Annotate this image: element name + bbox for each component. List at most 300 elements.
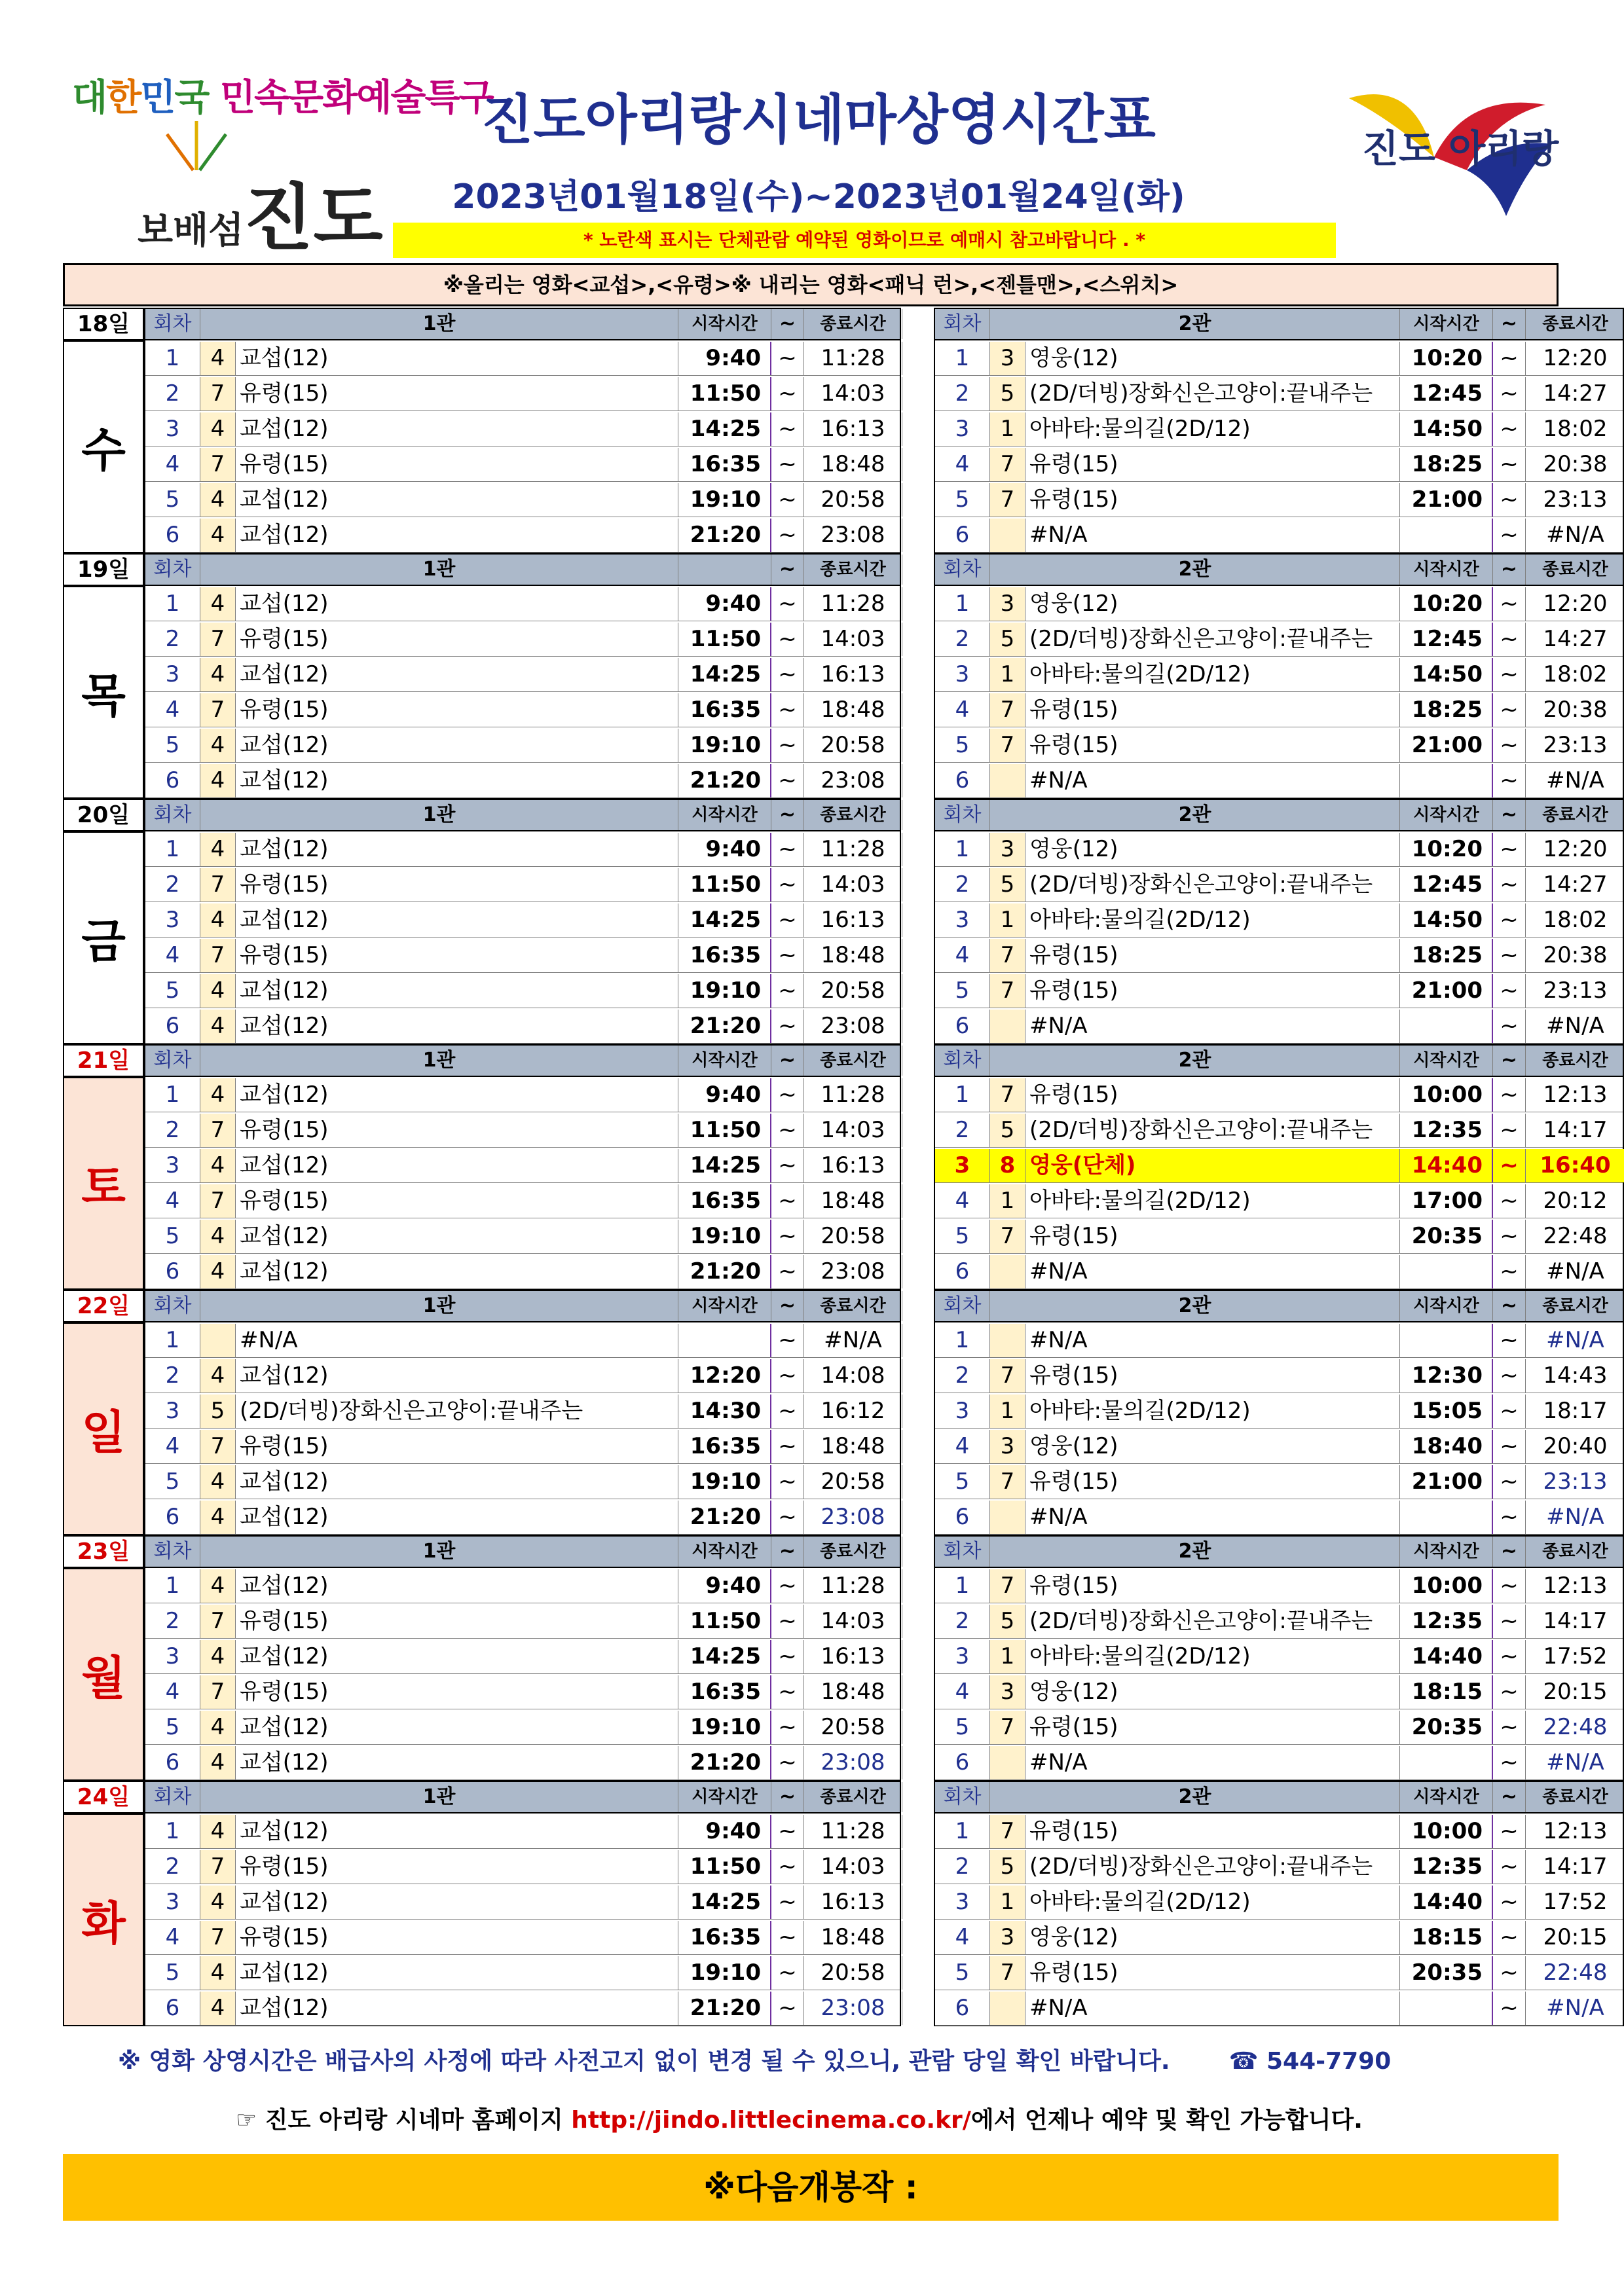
movie-title: 아바타:물의길(2D/12) xyxy=(1025,1640,1400,1673)
schedule-row xyxy=(145,1746,900,1780)
tilde: ~ xyxy=(771,1359,804,1393)
round-number: 3 xyxy=(145,903,200,937)
round-number: 6 xyxy=(145,1255,200,1288)
hall1-grid xyxy=(144,830,901,1044)
tilde: ~ xyxy=(771,412,804,446)
start-time xyxy=(1400,1992,1493,2025)
schedule-row xyxy=(145,868,900,902)
start-time: 18:25 xyxy=(1400,448,1493,481)
end-time: #N/A xyxy=(1526,1501,1624,1534)
tilde: ~ xyxy=(1493,1465,1526,1499)
screen-grade: 7 xyxy=(200,448,236,481)
end-time: 14:17 xyxy=(1526,1850,1624,1884)
movie-title: 유령(15) xyxy=(1025,693,1400,727)
screen-grade: 4 xyxy=(200,1078,236,1112)
movie-title: #N/A xyxy=(1025,1746,1400,1779)
next-release-bar: ※다음개봉작 : xyxy=(63,2154,1559,2221)
start-time xyxy=(1400,1255,1493,1288)
round-number: 2 xyxy=(935,1605,990,1638)
screen-grade: 7 xyxy=(990,1078,1025,1112)
tilde: ~ xyxy=(771,1324,804,1357)
schedule-row xyxy=(935,1605,1623,1639)
movie-title: 유령(15) xyxy=(236,1114,678,1147)
end-time-header: 종료시간 xyxy=(804,309,902,339)
start-time: 21:20 xyxy=(678,1746,771,1779)
round-number: 4 xyxy=(145,939,200,972)
hall1-title-header: 1관 xyxy=(200,309,678,339)
hall1-header xyxy=(144,1535,901,1568)
change-note-text: ※ 영화 상영시간은 배급사의 사정에 따라 사전고지 없이 변경 될 수 있으니, 관람 당일 확인 바랍니다. xyxy=(118,2048,1170,2075)
schedule-row xyxy=(935,1501,1623,1535)
start-time: 19:10 xyxy=(678,1465,771,1499)
movie-title: (2D/더빙)장화신은고양이:끝내주는 xyxy=(236,1394,678,1428)
screen-grade: 7 xyxy=(200,1430,236,1463)
district-name: 보배섬진도 xyxy=(138,175,383,260)
round-number: 3 xyxy=(145,1640,200,1673)
start-time: 12:45 xyxy=(1400,377,1493,410)
movie-title: #N/A xyxy=(236,1324,678,1357)
schedule-row xyxy=(145,1675,900,1709)
hall2-header xyxy=(934,1535,1624,1568)
start-time: 9:40 xyxy=(678,1078,771,1112)
movie-title: #N/A xyxy=(1025,1992,1400,2025)
screen-grade: 4 xyxy=(200,833,236,866)
schedule-row xyxy=(935,1324,1623,1358)
round-header: 회차 xyxy=(935,800,990,830)
end-time: 20:15 xyxy=(1526,1675,1624,1709)
screen-grade xyxy=(990,1992,1025,2025)
homepage-link[interactable]: http://jindo.littlecinema.co.kr/ xyxy=(571,2107,971,2134)
round-number: 4 xyxy=(145,1675,200,1709)
movie-title: 교섭(12) xyxy=(236,833,678,866)
screen-grade: 7 xyxy=(200,1850,236,1884)
hall2-title-header: 2관 xyxy=(990,1291,1400,1321)
start-time: 16:35 xyxy=(678,693,771,727)
end-time: 20:15 xyxy=(1526,1921,1624,1954)
start-time-header: 시작시간 xyxy=(678,800,771,830)
round-number: 1 xyxy=(935,587,990,621)
round-number: 2 xyxy=(145,1605,200,1638)
screen-grade: 7 xyxy=(200,1114,236,1147)
screen-grade: 3 xyxy=(990,1675,1025,1709)
screen-grade: 4 xyxy=(200,1149,236,1182)
end-time: 17:52 xyxy=(1526,1640,1624,1673)
schedule-row xyxy=(935,587,1623,621)
round-header: 회차 xyxy=(935,1782,990,1812)
movie-title: 영웅(12) xyxy=(1025,587,1400,621)
screen-grade: 4 xyxy=(200,1501,236,1534)
round-number: 3 xyxy=(935,903,990,937)
screen-grade: 7 xyxy=(200,1675,236,1709)
start-time: 11:50 xyxy=(678,623,771,656)
end-time-header: 종료시간 xyxy=(804,1046,902,1076)
end-time-header: 종료시간 xyxy=(804,1782,902,1812)
end-time: 18:48 xyxy=(804,1184,902,1218)
round-number: 3 xyxy=(145,1149,200,1182)
movie-title: 유령(15) xyxy=(1025,1465,1400,1499)
hall2-title-header: 2관 xyxy=(990,1537,1400,1567)
schedule-row xyxy=(935,623,1623,657)
end-time: 20:58 xyxy=(804,1220,902,1253)
screen-grade: 5 xyxy=(990,868,1025,902)
end-time-header: 종료시간 xyxy=(804,800,902,830)
schedule-row xyxy=(145,729,900,763)
start-time-header: 시작시간 xyxy=(1400,1046,1493,1076)
screen-grade: 7 xyxy=(990,729,1025,762)
end-time: 16:13 xyxy=(804,1886,902,1919)
movie-title: 교섭(12) xyxy=(236,1956,678,1990)
hall2-grid xyxy=(934,1567,1624,1781)
hall2-header xyxy=(934,553,1624,586)
schedule-row xyxy=(145,1149,900,1183)
movie-title: 교섭(12) xyxy=(236,1010,678,1043)
round-number: 2 xyxy=(145,1114,200,1147)
start-time: 14:25 xyxy=(678,1886,771,1919)
round-number: 3 xyxy=(145,412,200,446)
end-time: 20:58 xyxy=(804,974,902,1008)
tilde-header: ~ xyxy=(1493,800,1526,830)
end-time: 14:03 xyxy=(804,623,902,656)
tilde-header: ~ xyxy=(771,555,804,585)
start-time-header: 시작시간 xyxy=(1400,555,1493,585)
movie-title: 유령(15) xyxy=(1025,1359,1400,1393)
end-time: 22:48 xyxy=(1526,1220,1624,1253)
round-number: 5 xyxy=(145,1956,200,1990)
tilde: ~ xyxy=(771,342,804,375)
end-time: #N/A xyxy=(1526,1746,1624,1779)
screen-grade: 1 xyxy=(990,1886,1025,1919)
tilde: ~ xyxy=(771,1114,804,1147)
end-time: 23:08 xyxy=(804,1746,902,1779)
movie-title: 유령(15) xyxy=(1025,974,1400,1008)
movie-title: 교섭(12) xyxy=(236,1640,678,1673)
tilde: ~ xyxy=(771,1815,804,1848)
round-number: 6 xyxy=(145,1501,200,1534)
tilde: ~ xyxy=(1493,1501,1526,1534)
movie-title: #N/A xyxy=(1025,1010,1400,1043)
screen-grade xyxy=(990,1746,1025,1779)
screen-grade: 7 xyxy=(200,1921,236,1954)
start-time xyxy=(1400,1746,1493,1779)
end-time: 11:28 xyxy=(804,1078,902,1112)
day-date: 22일 xyxy=(63,1290,144,1322)
screen-grade xyxy=(990,764,1025,797)
screen-grade: 4 xyxy=(200,1220,236,1253)
screen-grade: 4 xyxy=(200,764,236,797)
tilde: ~ xyxy=(771,1430,804,1463)
round-number: 6 xyxy=(935,764,990,797)
tilde: ~ xyxy=(1493,1569,1526,1603)
start-time-header: 시작시간 xyxy=(1400,1782,1493,1812)
round-header: 회차 xyxy=(935,1537,990,1567)
tilde: ~ xyxy=(1493,1255,1526,1288)
end-time: 11:28 xyxy=(804,342,902,375)
screen-grade: 3 xyxy=(990,1430,1025,1463)
schedule-row xyxy=(145,1220,900,1254)
movie-title: 교섭(12) xyxy=(236,903,678,937)
screen-grade: 4 xyxy=(200,1886,236,1919)
hall1-grid xyxy=(144,1321,901,1535)
tilde: ~ xyxy=(771,1569,804,1603)
tilde: ~ xyxy=(1493,448,1526,481)
start-time: 18:25 xyxy=(1400,693,1493,727)
end-time: 18:48 xyxy=(804,693,902,727)
schedule-row xyxy=(935,1711,1623,1745)
tilde: ~ xyxy=(771,483,804,517)
tilde: ~ xyxy=(771,868,804,902)
screen-grade: 5 xyxy=(990,377,1025,410)
movie-title: 유령(15) xyxy=(1025,1569,1400,1603)
end-time-header: 종료시간 xyxy=(804,1291,902,1321)
hall1-title-header: 1관 xyxy=(200,555,678,585)
movie-title: 유령(15) xyxy=(236,1605,678,1638)
movie-title: 영웅(12) xyxy=(1025,1921,1400,1954)
round-number: 6 xyxy=(935,1255,990,1288)
movie-title: (2D/더빙)장화신은고양이:끝내주는 xyxy=(1025,868,1400,902)
hall2-title-header: 2관 xyxy=(990,800,1400,830)
screen-grade: 4 xyxy=(200,1359,236,1393)
round-number: 2 xyxy=(145,377,200,410)
round-number: 4 xyxy=(935,693,990,727)
hall1-grid xyxy=(144,1812,901,2026)
start-time: 14:25 xyxy=(678,903,771,937)
round-number: 4 xyxy=(935,1921,990,1954)
schedule-row xyxy=(935,1746,1623,1780)
round-number: 6 xyxy=(935,1010,990,1043)
round-number: 6 xyxy=(145,1010,200,1043)
tilde: ~ xyxy=(1493,1850,1526,1884)
tilde: ~ xyxy=(1493,939,1526,972)
schedule-row xyxy=(145,764,900,798)
movie-title: 유령(15) xyxy=(1025,483,1400,517)
day-block xyxy=(63,1044,1611,1290)
start-time: 9:40 xyxy=(678,587,771,621)
start-time-header: 시작시간 xyxy=(678,1537,771,1567)
movie-title: 교섭(12) xyxy=(236,1992,678,2025)
movie-title: 유령(15) xyxy=(1025,1220,1400,1253)
start-time: 9:40 xyxy=(678,342,771,375)
screen-grade: 7 xyxy=(990,1956,1025,1990)
end-time: #N/A xyxy=(804,1324,902,1357)
tilde: ~ xyxy=(771,1220,804,1253)
tilde: ~ xyxy=(771,1184,804,1218)
start-time: 10:20 xyxy=(1400,833,1493,866)
schedule-row xyxy=(145,1394,900,1429)
schedule-row xyxy=(145,377,900,411)
end-time: 20:38 xyxy=(1526,448,1624,481)
tilde: ~ xyxy=(771,1640,804,1673)
round-number: 1 xyxy=(145,1078,200,1112)
start-time-header: 시작시간 xyxy=(1400,800,1493,830)
movie-title: 교섭(12) xyxy=(236,342,678,375)
round-number: 4 xyxy=(145,1430,200,1463)
round-number: 1 xyxy=(935,1815,990,1848)
end-time: 23:08 xyxy=(804,1010,902,1043)
day-date: 23일 xyxy=(63,1535,144,1568)
start-time: 21:20 xyxy=(678,1255,771,1288)
start-time: 14:50 xyxy=(1400,412,1493,446)
screen-grade: 4 xyxy=(200,658,236,691)
tilde: ~ xyxy=(771,1746,804,1779)
start-time: 12:45 xyxy=(1400,623,1493,656)
start-time: 21:00 xyxy=(1400,974,1493,1008)
start-time: 16:35 xyxy=(678,448,771,481)
round-number: 2 xyxy=(935,1850,990,1884)
end-time: 11:28 xyxy=(804,587,902,621)
round-number: 6 xyxy=(145,1992,200,2025)
end-time: 20:38 xyxy=(1526,939,1624,972)
start-time: 14:50 xyxy=(1400,903,1493,937)
schedule-change-note xyxy=(118,2043,1391,2076)
schedule-row xyxy=(935,483,1623,517)
hall2-title-header: 2관 xyxy=(990,555,1400,585)
screen-grade: 7 xyxy=(990,448,1025,481)
start-time: 21:20 xyxy=(678,764,771,797)
end-time: 14:08 xyxy=(804,1359,902,1393)
round-number: 5 xyxy=(935,1465,990,1499)
tilde: ~ xyxy=(771,1886,804,1919)
end-time: #N/A xyxy=(1526,1992,1624,2025)
tilde: ~ xyxy=(771,764,804,797)
end-time-header: 종료시간 xyxy=(1526,1782,1624,1812)
movie-title: 교섭(12) xyxy=(236,1711,678,1744)
day-date: 20일 xyxy=(63,799,144,831)
movie-title: 교섭(12) xyxy=(236,658,678,691)
movie-title: (2D/더빙)장화신은고양이:끝내주는 xyxy=(1025,1114,1400,1147)
movie-title: 교섭(12) xyxy=(236,764,678,797)
hall1-header xyxy=(144,553,901,586)
movie-title: #N/A xyxy=(1025,1324,1400,1357)
start-time: 10:20 xyxy=(1400,587,1493,621)
round-number: 2 xyxy=(935,1359,990,1393)
cinema-logo xyxy=(1336,79,1559,223)
end-time: 16:13 xyxy=(804,412,902,446)
round-number: 1 xyxy=(145,1569,200,1603)
end-time: 14:43 xyxy=(1526,1359,1624,1393)
hall1-title-header: 1관 xyxy=(200,800,678,830)
round-number: 5 xyxy=(145,1220,200,1253)
round-number: 2 xyxy=(935,1114,990,1147)
tilde: ~ xyxy=(1493,693,1526,727)
movie-title: 유령(15) xyxy=(236,377,678,410)
end-time: 14:27 xyxy=(1526,623,1624,656)
end-time: 16:13 xyxy=(804,658,902,691)
start-time-header: 시작시간 xyxy=(678,309,771,339)
schedule-row xyxy=(145,1184,900,1218)
schedule-row xyxy=(935,939,1623,973)
schedule-row xyxy=(935,1430,1623,1464)
screen-grade: 5 xyxy=(200,1394,236,1428)
day-of-week: 목 xyxy=(63,586,144,799)
hall1-grid xyxy=(144,1567,901,1781)
tilde-header: ~ xyxy=(771,1046,804,1076)
start-time: 21:20 xyxy=(678,1992,771,2025)
screen-grade: 4 xyxy=(200,1746,236,1779)
screen-grade: 4 xyxy=(200,1956,236,1990)
hall2-header xyxy=(934,1044,1624,1077)
tilde-header: ~ xyxy=(771,1291,804,1321)
tilde: ~ xyxy=(771,1465,804,1499)
tilde: ~ xyxy=(1493,833,1526,866)
screen-grade: 7 xyxy=(200,1184,236,1218)
screen-grade: 7 xyxy=(200,868,236,902)
end-time-header: 종료시간 xyxy=(804,555,902,585)
screen-grade: 4 xyxy=(200,587,236,621)
end-time: 23:08 xyxy=(804,1255,902,1288)
screen-grade: 7 xyxy=(990,693,1025,727)
start-time: 14:30 xyxy=(678,1394,771,1428)
schedule-row xyxy=(145,623,900,657)
day-of-week: 화 xyxy=(63,1813,144,2026)
movie-title: 아바타:물의길(2D/12) xyxy=(1025,658,1400,691)
schedule-row xyxy=(935,1149,1623,1183)
phone-number: ☎ 544-7790 xyxy=(1228,2048,1392,2075)
tilde: ~ xyxy=(1493,1010,1526,1043)
schedule-row xyxy=(145,1114,900,1148)
start-time: 16:35 xyxy=(678,1675,771,1709)
end-time: #N/A xyxy=(1526,764,1624,797)
hall1-grid xyxy=(144,339,901,553)
tilde-header: ~ xyxy=(771,309,804,339)
round-number: 3 xyxy=(935,1640,990,1673)
hall1-header xyxy=(144,1044,901,1077)
screen-grade: 7 xyxy=(200,1605,236,1638)
screen-grade: 3 xyxy=(990,342,1025,375)
hall2-grid xyxy=(934,1076,1624,1290)
end-time-header: 종료시간 xyxy=(804,1537,902,1567)
screen-grade: 7 xyxy=(990,974,1025,1008)
start-time: 14:40 xyxy=(1400,1149,1493,1182)
tilde: ~ xyxy=(771,1078,804,1112)
schedule-row xyxy=(145,1465,900,1499)
day-block xyxy=(63,308,1608,553)
schedule-row xyxy=(935,377,1623,411)
round-number: 4 xyxy=(935,1430,990,1463)
tilde: ~ xyxy=(1493,1815,1526,1848)
movie-title: 영웅(12) xyxy=(1025,833,1400,866)
end-time: #N/A xyxy=(1526,1255,1624,1288)
round-number: 4 xyxy=(145,448,200,481)
round-number: 1 xyxy=(935,342,990,375)
round-number: 1 xyxy=(935,833,990,866)
start-time xyxy=(1400,764,1493,797)
movie-title: 유령(15) xyxy=(236,448,678,481)
hall2-header xyxy=(934,308,1624,340)
tilde-header: ~ xyxy=(1493,555,1526,585)
schedule-row xyxy=(935,1675,1623,1709)
schedule-row xyxy=(145,658,900,692)
schedule-row xyxy=(935,974,1623,1008)
round-number: 6 xyxy=(935,519,990,552)
schedule-row xyxy=(145,1078,900,1112)
round-number: 1 xyxy=(145,587,200,621)
schedule-row xyxy=(145,412,900,446)
start-time: 21:20 xyxy=(678,1010,771,1043)
end-time: 12:20 xyxy=(1526,342,1624,375)
round-number: 3 xyxy=(935,1149,990,1182)
start-time: 21:20 xyxy=(678,1501,771,1534)
start-time: 20:35 xyxy=(1400,1220,1493,1253)
start-time-header: 시작시간 xyxy=(1400,309,1493,339)
day-of-week: 일 xyxy=(63,1322,144,1535)
movie-title: 교섭(12) xyxy=(236,1569,678,1603)
start-time: 21:00 xyxy=(1400,729,1493,762)
tilde: ~ xyxy=(1493,1921,1526,1954)
end-time: 16:13 xyxy=(804,903,902,937)
movie-title: 교섭(12) xyxy=(236,519,678,552)
movie-title: #N/A xyxy=(1025,1255,1400,1288)
day-date: 18일 xyxy=(63,308,144,340)
